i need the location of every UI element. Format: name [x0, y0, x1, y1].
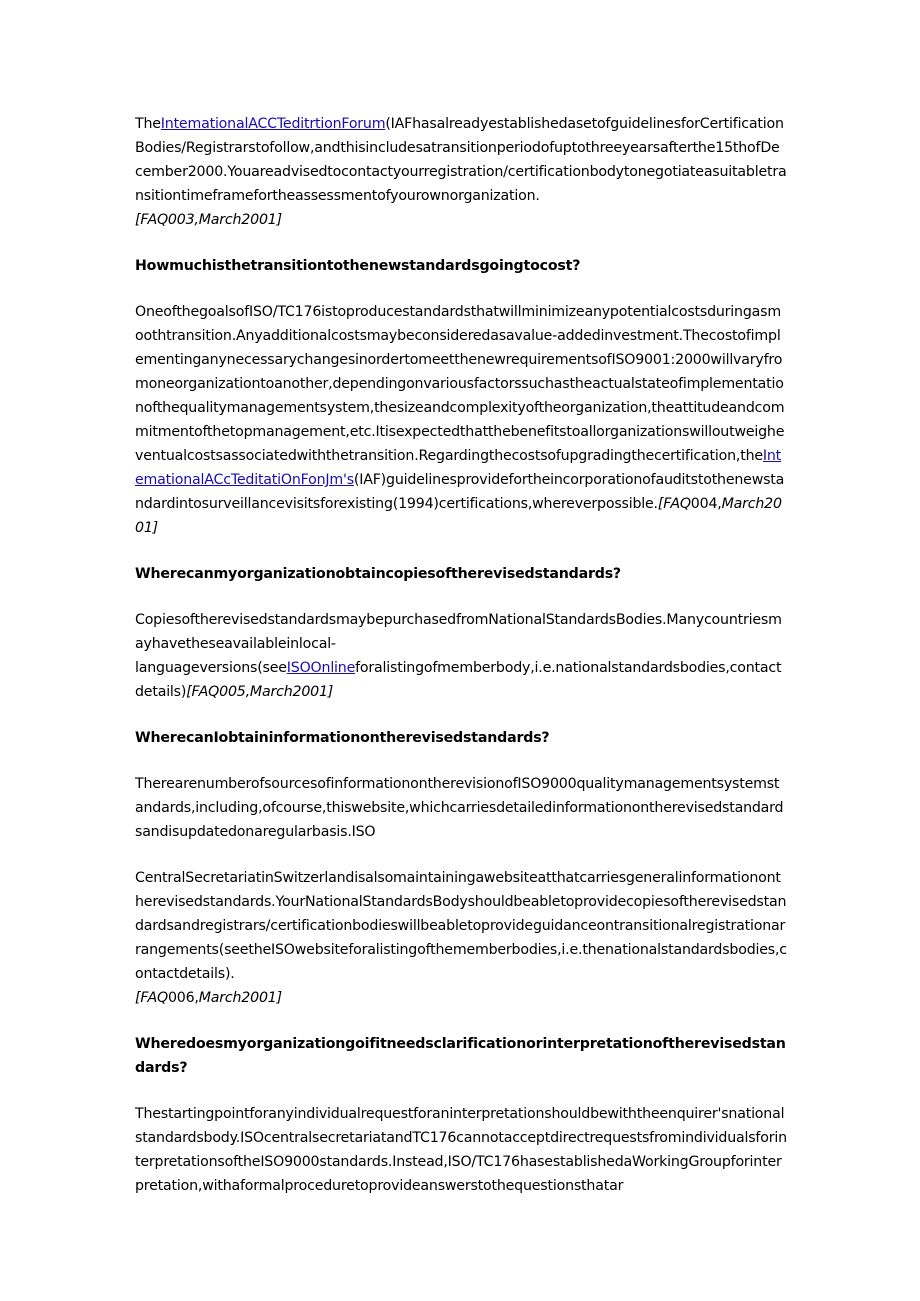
paragraph-text: CopiesoftherevisedstandardsmaybepurchasedfromNationalStandardsBodies.Manycountriesmayhavetheseavailableinlocal-: [135, 612, 782, 652]
question-heading-cost: Howmuchisthetransitiontothenewstandardsgoingtocost?: [135, 258, 581, 274]
answer-paragraph-copies: [135, 608, 787, 704]
answer-paragraph-cost: [135, 300, 787, 540]
question-heading-information: WherecanIobtaininformationontherevisedstandards?: [135, 730, 550, 746]
iso-online-link[interactable]: ISOOnline: [286, 660, 356, 676]
paragraph-text: OneofthegoalsofISO/TC176istoproducestandardsthatwillminimizeanypotentialcostsduringasmoothtransition.Anyadditionalcostsmaybeconsideredasavalue-addedinvestment.ThecostofimplementinganynecessarychangesinordertomeetthenewrequirementsofISO9001:2000willvaryfromoneorganizationtoanother,dependingonvariousfactorssuchastheactualstateofimplementationofthequalitymanagementsystem,thesizeandcomplexityoftheorganization,theattitudeandcommitmentofthetopmanagement,etc.Itisexpectedthatthebenefitstoallorganizationswilloutweigheventualcostsassociatedwiththetransition.Regardingthecostsofupgradingthecertification,the: [135, 304, 785, 464]
faq-citation-number: 006,: [167, 990, 199, 1006]
paragraph-text: languageversions(see: [135, 660, 287, 676]
faq-citation-number: 004,: [690, 496, 722, 512]
paragraph-text: The: [135, 116, 161, 132]
document-page: [135, 112, 787, 1220]
answer-paragraph-interpretation: Thestartingpointforanyindividualrequestforaninterpretationshouldbewiththeenquirer'snationalstandardsbody.ISOcentralsecretariatandTC176cannotacceptdirectrequestsfromindividualsforinterpretationsoftheISO9000standards.Instead,ISO/TC176hasestablishedaWorkingGroupforinterpretation,withaformalproceduretoprovideanswerstothequestionsthatar: [135, 1106, 787, 1194]
faq-citation-date: March2001]: [135, 496, 782, 536]
faq-citation-date: March2001]: [198, 990, 282, 1006]
answer-paragraph-information-2: [135, 866, 787, 1010]
paragraph-text: (IAFhasalreadyestablishedasetofguidelinesforCertificationBodies/Registrarstofollow,andthisincludesatransitionperiodofuptothreeyearsafterthe15thofDecember2000.Youareadvisedtocontactyourregistration/certificationbodytonegotiateasuitabletransitiontimeframefortheassessmentofyourownorganization.: [135, 116, 787, 204]
paragraph-text: CentralSecretariatinSwitzerlandisalsomaintainingawebsiteatthatcarriesgeneralinformationontherevisedstandards.YourNationalStandardsBodyshouldbeabletoprovidecopiesoftherevisedstandardsandregistrars/certificationbodieswillbeabletoprovideguidanceontransitionalregistrationarrangements(seetheISOwebsiteforalistingofthememberbodies,i.e.thenationalstandardsbodies,contactdetails).: [135, 870, 787, 982]
question-heading-copies: Wherecanmyorganizationobtaincopiesoftherevisedstandards?: [135, 566, 621, 582]
iaf-link[interactable]: IntemationalACCTeditrtionForum: [160, 116, 386, 132]
answer-paragraph-information-1: TherearenumberofsourcesofinformationontherevisionofISO9000qualitymanagementsystemstandards,including,ofcourse,thiswebsite,whichcarriesdetailedinformationontherevisedstandardsandisupdatedonaregularbasis.ISO: [135, 776, 784, 840]
faq-citation-prefix: [FAQ: [657, 496, 691, 512]
paragraph-text: foralistingofmemberbody,i.e.nationalstandardsbodies,contactdetails): [135, 660, 782, 700]
iaf-link-2[interactable]: IntemationalACcTeditatiOnFonJm's: [135, 448, 782, 488]
answer-paragraph-transition-period: [135, 112, 787, 232]
question-heading-interpretation: Wheredoesmyorganizationgoifitneedsclarificationorinterpretationoftherevisedstandards?: [135, 1036, 786, 1076]
faq-citation-prefix: [FAQ: [135, 990, 168, 1006]
faq-citation: [FAQ005,March2001]: [186, 684, 334, 700]
paragraph-text: (IAF)guidelinesprovidefortheincorporationofauditstothenewstandardintosurveillancevisitsforexisting(1994)certifications,whereverpossible.: [135, 472, 785, 512]
faq-citation: [FAQ003,March2001]: [135, 212, 282, 228]
